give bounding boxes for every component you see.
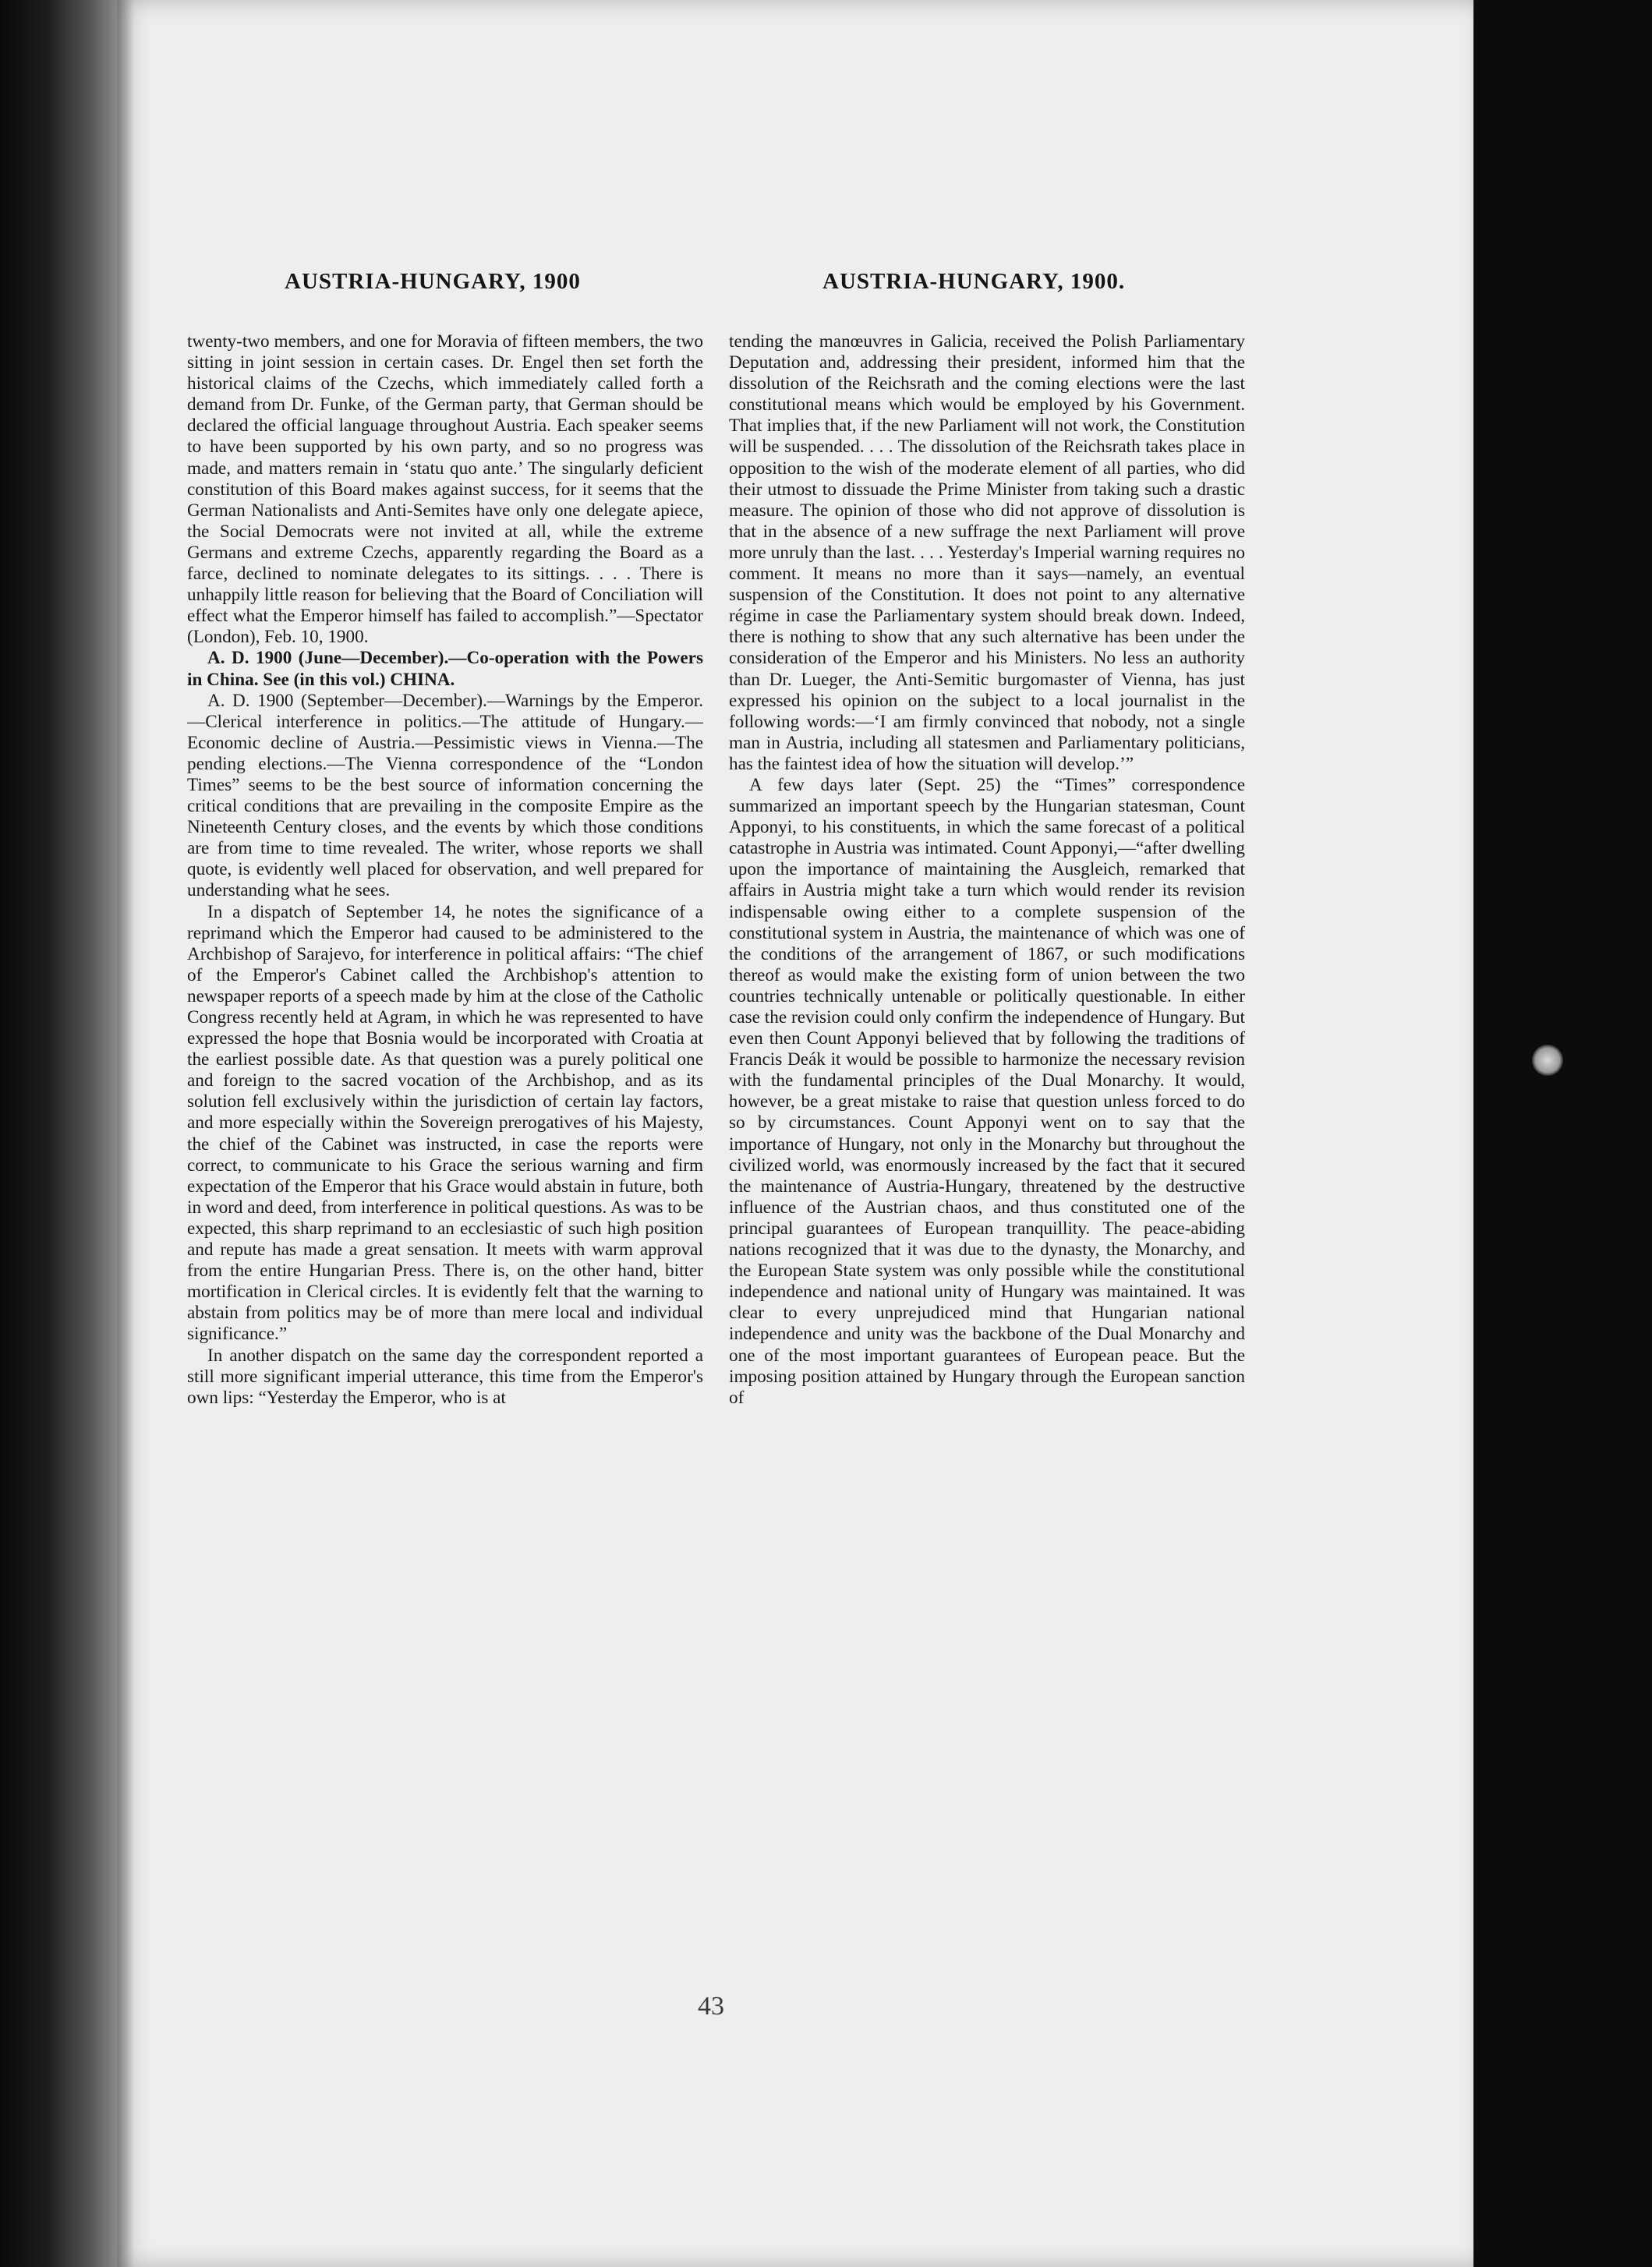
running-header-left: AUSTRIA-HUNGARY, 1900 xyxy=(285,269,581,294)
running-header-right: AUSTRIA-HUNGARY, 1900. xyxy=(822,269,1126,294)
paragraph: In a dispatch of September 14, he notes the significance of a reprimand which the Emperor had caused to be administered to the Archbishop of Sarajevo, for interference in political affairs: “The chief of the Emperor's Cabinet called the Archbishop's attention to newspaper reports of a speech made by him at the close of the Catholic Congress recently held at Agram, in which he was represented to have expressed the hope that Bosnia would be incorporated with Croatia at the earliest possible date. As that question was a purely political one and foreign to the sacred vocation of the Archbishop, and as its solution fell exclusively within the jurisdiction of certain lay factors, and more especially within the Sovereign prerogatives of his Majesty, the chief of the Cabinet was instructed, in case the reports were correct, to communicate to his Grace the serious warning and firm expectation of the Emperor that his Grace would abstain in future, both in word and deed, from interference in political questions. As was to be expected, this sharp reprimand to an ecclesiastic of such high position and repute has made a great sensation. It meets with warm approval from the entire Hungarian Press. There is, on the other hand, bitter mortification in Clerical circles. It is evidently felt that the warning to abstain from politics may be of more than mere local and individual significance.” xyxy=(187,901,703,1345)
paragraph: twenty-two members, and one for Moravia of fifteen members, the two sitting in joint session in certain cases. Dr. Engel then set forth the historical claims of the Czechs, which immediately called forth a demand from Dr. Funke, of the German party, that German should be declared the official language throughout Austria. Each speaker seems to have been supported by his own party, and so no progress was made, and matters remain in ‘statu quo ante.’ The singularly deficient constitution of this Board makes against success, for it seems that the German Nationalists and Anti-Semites have only one delegate apiece, the Social Democrats were not invited at all, while the extreme Germans and extreme Czechs, apparently regarding the Board as a farce, declined to nominate delegates to its sittings. . . . There is unhappily little reason for believing that the Board of Conciliation will effect what the Emperor himself has failed to accomplish.”—Spectator (London), Feb. 10, 1900. xyxy=(187,331,703,648)
page-gutter-shadow xyxy=(117,0,134,2267)
paragraph: A few days later (Sept. 25) the “Times” correspondence summarized an important speech by the Hungarian statesman, Count Apponyi, to his constituents, in which the same forecast of a political catastrophe in Austria was intimated. Count Apponyi,—“after dwelling upon the importance of maintaining the Ausgleich, remarked that affairs in Austria might take a turn which would render its revision indispensable owing either to a complete suspension of the constitutional system in Austria, the maintenance of which was one of the conditions of the arrangement of 1867, or such modifications thereof as would make the existing form of union between the two countries technically untenable or politically questionable. In either case the revision could only confirm the independence of Hungary. But even then Count Apponyi believed that by following the traditions of Francis Deák it would be possible to harmonize the necessary revision with the fundamental principles of the Dual Monarchy. It would, however, be a great mistake to raise that question unless forced to do so by circumstances. Count Apponyi went on to say that the importance of Hungary, not only in the Monarchy but throughout the civilized world, was enormously increased by the fact that it secured the maintenance of Austria-Hungary, threatened by the destructive influence of the Austrian chaos, and thus constituted one of the principal guarantees of European tranquillity. The peace-abiding nations recognized that it was due to the dynasty, the Monarchy, and the European State system was only possible while the constitutional independence and national unity of Hungary was maintained. It was clear to every unprejudiced mind that Hungarian national independence and unity was the backbone of the Dual Monarchy and one of the most important guarantees of European peace. But the imposing position attained by Hungary through the European sanction of xyxy=(729,774,1245,1408)
page-number: 43 xyxy=(698,1992,724,2021)
paragraph: In another dispatch on the same day the correspondent reported a still more significant imperial utterance, this time from the Emperor's own lips: “Yesterday the Emperor, who is at xyxy=(187,1345,703,1408)
entry-heading-paragraph: A. D. 1900 (June—December).—Co-operation with the Powers in China. See (in this vol.) CHINA. xyxy=(187,648,703,690)
text-column-left xyxy=(187,331,703,1992)
entry-paragraph: A. D. 1900 (September—December).—Warnings by the Emperor.—Clerical interference in politics.—The attitude of Hungary.—Economic decline of Austria.—Pessimistic views in Vienna.—The pending elections.—The Vienna correspondence of the “London Times” seems to be the best source of information concerning the critical conditions that are prevailing in the composite Empire as the Nineteenth Century closes, and the events by which those conditions are from time to time revealed. The writer, whose reports we shall quote, is evidently well placed for observation, and well prepared for understanding what he sees. xyxy=(187,690,703,901)
scan-dust-spot xyxy=(1532,1045,1563,1076)
paragraph: tending the manœuvres in Galicia, received the Polish Parliamentary Deputation and, addressing their president, informed him that the dissolution of the Reichsrath and the coming elections were the last constitutional means which would be employed by his Government. That implies that, if the new Parliament will not work, the Constitution will be suspended. . . . The dissolution of the Reichsrath takes place in opposition to the wish of the moderate element of all parties, who did their utmost to dissuade the Prime Minister from taking such a drastic measure. The opinion of those who did not approve of dissolution is that in the absence of a new suffrage the next Parliament will prove more unruly than the last. . . . Yesterday's Imperial warning requires no comment. It means no more than it says—namely, an eventual suspension of the Constitution. It does not point to any alternative régime in case the Parliamentary system should break down. Indeed, there is nothing to show that any such alternative has been under the consideration of the Emperor and his Ministers. No less an authority than Dr. Lueger, the Anti-Semitic burgomaster of Vienna, has just expressed his opinion on the subject to a local journalist in the following words:—‘I am firmly convinced that nobody, not a single man in Austria, including all statesmen and Parliamentary politicians, has the faintest idea of how the situation will develop.’” xyxy=(729,331,1245,774)
scan-border-right xyxy=(1473,0,1652,2267)
text-column-right xyxy=(729,331,1245,1992)
scan-border-left xyxy=(0,0,117,2267)
